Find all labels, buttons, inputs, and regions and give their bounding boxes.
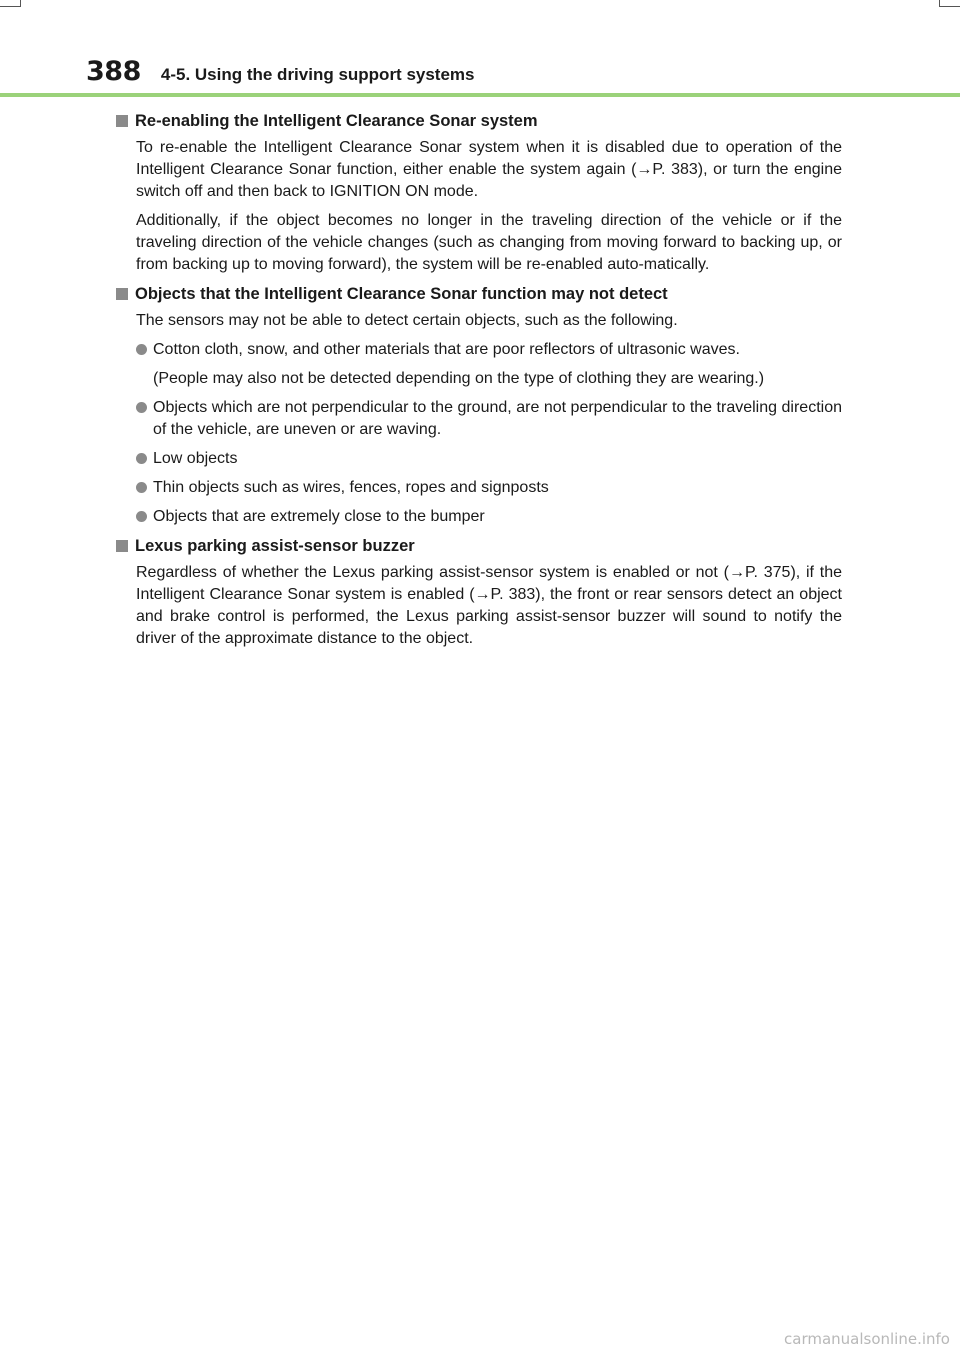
list-item-text: Cotton cloth, snow, and other materials that are poor reflectors of ultrasonic waves.: [153, 341, 740, 358]
crop-mark-top-left-v: [20, 0, 21, 7]
watermark-link[interactable]: carmanualsonline.info: [784, 1330, 950, 1348]
section-heading: [116, 535, 842, 557]
crop-mark-top-right-v: [939, 0, 940, 7]
paragraph: Additionally, if the object becomes no longer in the traveling direction of the vehicle or if the traveling direction of the vehicle changes (such as changing from moving forward to backing up, or from backing up to moving forward), the system will be re-enabled auto-matically.: [136, 212, 842, 273]
circle-bullet-icon: [136, 344, 147, 355]
list-item: [136, 477, 842, 499]
page-header: [86, 56, 475, 87]
section-heading-text: Re-enabling the Intelligent Clearance Sonar system: [135, 112, 538, 130]
paragraph: To re-enable the Intelligent Clearance Sonar system when it is disabled due to operation of the Intelligent Clearance Sonar function, either enable the system again (→P. 383), or turn the engine switch off and then back to IGNITION ON mode.: [136, 139, 842, 200]
crop-mark-top-right-h: [940, 6, 960, 7]
circle-bullet-icon: [136, 511, 147, 522]
page-content: [116, 110, 842, 657]
square-bullet-icon: [116, 540, 128, 552]
list-item: [136, 339, 842, 361]
section-heading: [116, 110, 842, 132]
list-item-text: Objects which are not perpendicular to the ground, are not perpendicular to the traveling direction of the vehicle, are uneven or are waving.: [153, 399, 842, 438]
section-heading-text: Lexus parking assist-sensor buzzer: [135, 537, 415, 555]
section-title: 4-5. Using the driving support systems: [160, 65, 475, 84]
circle-bullet-icon: [136, 453, 147, 464]
list-item: [136, 397, 842, 441]
section-heading-text: Objects that the Intelligent Clearance Sonar function may not detect: [135, 285, 668, 303]
list-item-note: (People may also not be detected depending on the type of clothing they are wearing.): [153, 370, 765, 387]
section-heading: [116, 283, 842, 305]
page-number: 388: [86, 56, 141, 87]
list-item: [136, 448, 842, 470]
list-item: [136, 506, 842, 528]
list-item-text: Objects that are extremely close to the bumper: [153, 508, 485, 525]
paragraph: The sensors may not be able to detect certain objects, such as the following.: [136, 312, 678, 329]
paragraph: Regardless of whether the Lexus parking assist-sensor system is enabled or not (→P. 375), if the Intelligent Clearance Sonar system is enabled (→P. 383), the front or rear sensors detect an object and brake control is performed, the Lexus parking assist-sensor buzzer will sound to notify the driver of the approximate distance to the object.: [136, 564, 842, 647]
square-bullet-icon: [116, 115, 128, 127]
list-item-text: Thin objects such as wires, fences, ropes and signposts: [153, 479, 549, 496]
header-rule: [0, 93, 960, 97]
list-item-text: Low objects: [153, 450, 238, 467]
crop-mark-top-left-h: [0, 6, 20, 7]
circle-bullet-icon: [136, 482, 147, 493]
circle-bullet-icon: [136, 402, 147, 413]
square-bullet-icon: [116, 288, 128, 300]
